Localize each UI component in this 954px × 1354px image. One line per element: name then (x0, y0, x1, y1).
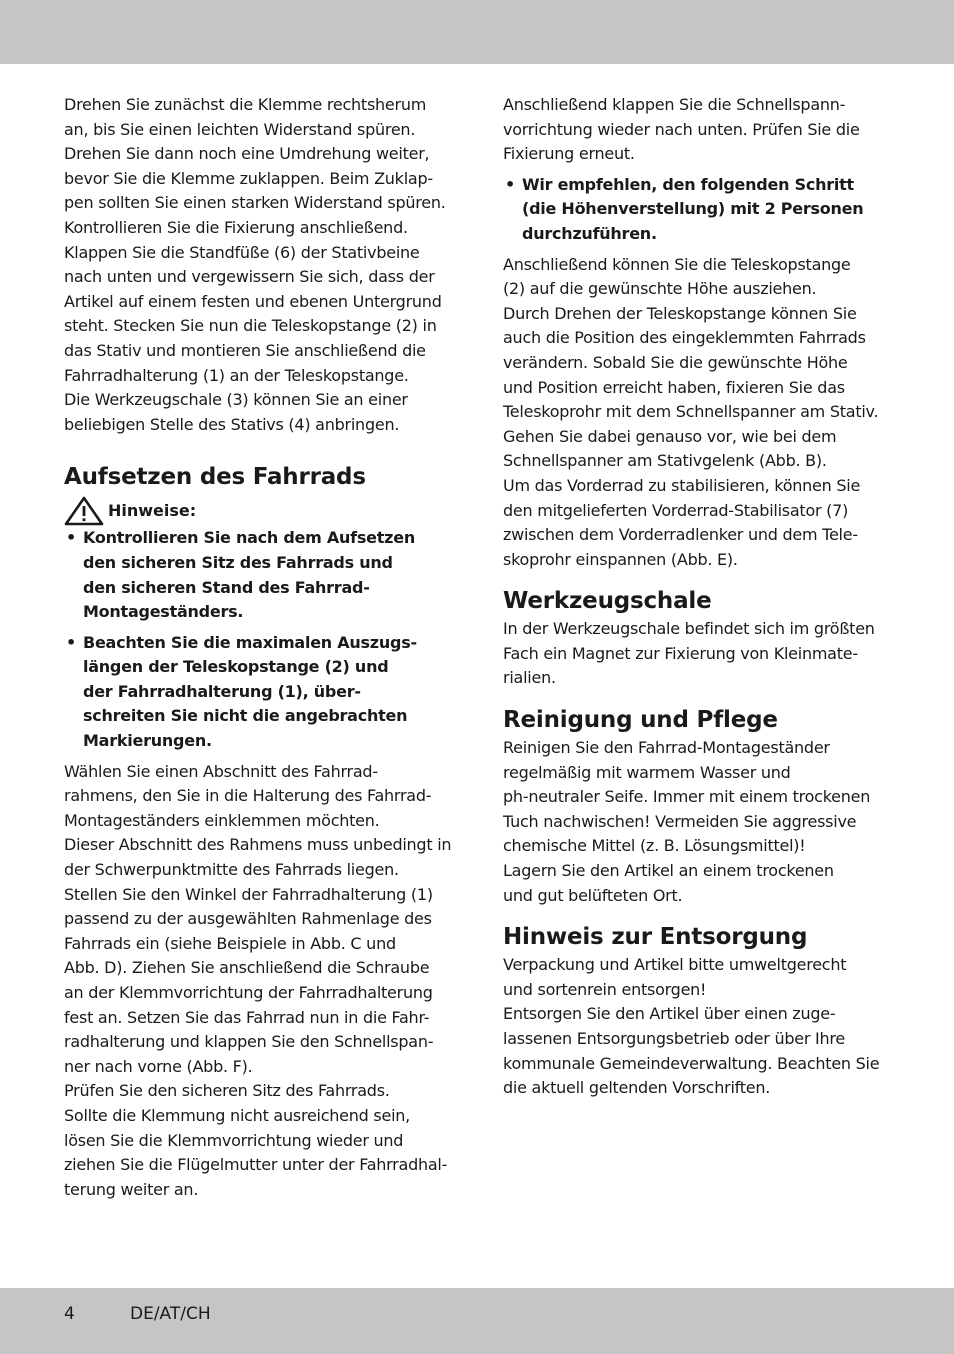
continuation-paragraph: Anschließend klappen Sie die Schnellspann- vorrichtung wieder nach unten. Prüfen Sie die Fixierung erneut. (503, 95, 860, 164)
section-heading-entsorgung: Hinweis zur Entsorgung (503, 924, 808, 951)
left-column (64, 93, 454, 1202)
werkzeugschale-paragraph: In der Werkzeugschale befindet sich im größten Fach ein Magnet zur Fixierung von Kleinmate- rialien. (503, 619, 875, 688)
right-column (503, 93, 895, 1101)
list-item: • Kontrollieren Sie nach dem Aufsetzen den sicheren Sitz des Fahrrads und den sicheren Stand des Fahrrad- Montageständers. (64, 526, 454, 624)
hinweise-label: Hinweise: (108, 501, 197, 521)
language-code: DE/AT/CH (130, 1304, 211, 1324)
header-band (0, 0, 954, 64)
recommendation-list (503, 173, 895, 247)
section-heading-aufsetzen: Aufsetzen des Fahrrads (64, 464, 366, 491)
section-heading-reinigung: Reinigung und Pflege (503, 707, 778, 734)
intro-paragraph: Drehen Sie zunächst die Klemme rechtsherum an, bis Sie einen leichten Widerstand spüren. Drehen Sie dann noch eine Umdrehung weiter, bevor Sie die Klemme zuklappen. Beim Zuklap- pen sollten Sie einen starken Widerstand spüren. Kontrollieren Sie die Fixierung anschließend. Klappen Sie die Standfüße (6) der Stativbeine nach unten und vergewissern Sie sich, dass der Artikel auf einem festen und ebenen Untergrund steht. Stecken Sie nun die Teleskopstange (2) in das Stativ und montieren Sie anschließend die Fahrradhalterung (1) an der Teleskopstange. Die Werkzeugschale (3) können Sie an einer beliebigen Stelle des Stativs (4) anbringen. (64, 95, 446, 434)
reinigung-paragraph: Reinigen Sie den Fahrrad-Montageständer regelmäßig mit warmem Wasser und ph-neutraler Seife. Immer mit einem trockenen Tuch nachwischen! Vermeiden Sie aggressive chemische Mittel (z. B. Lösungsmittel)! Lagern Sie den Artikel an einem trockenen und gut belüfteten Ort. (503, 738, 871, 905)
page-number: 4 (64, 1304, 75, 1324)
entsorgung-paragraph: Verpackung und Artikel bitte umweltgerecht und sortenrein entsorgen! Entsorgen Sie den Artikel über einen zuge- lassenen Entsorgungsbetrieb oder über Ihre kommunale Gemeindeverwaltung. Beachten Sie die aktuell geltenden Vorschriften. (503, 955, 880, 1098)
list-item: • Wir empfehlen, den folgenden Schritt (die Höhenverstellung) mit 2 Personen durchzuführen. (503, 173, 895, 247)
hinweise-header (64, 496, 454, 526)
warning-icon (64, 496, 104, 526)
section-heading-werkzeugschale: Werkzeugschale (503, 588, 712, 615)
height-adjust-paragraph: Anschließend können Sie die Teleskopstange (2) auf die gewünschte Höhe ausziehen. Durch Drehen der Teleskopstange können Sie auch die Position des eingeklemmten Fahrrads verändern. Sobald Sie die gewünschte Höhe und Position erreicht haben, fixieren Sie das Teleskoprohr mit dem Schnellspanner am Stativ. Gehen Sie dabei genauso vor, wie bei dem Schnellspanner am Stativgelenk (Abb. B). Um das Vorderrad zu stabilisieren, können Sie den mitgelieferten Vorderrad-Stabilisator (7) zwischen dem Vorderradlenker und dem Tele- skoprohr einspannen (Abb. E). (503, 254, 879, 569)
hinweise-list (64, 526, 454, 753)
list-item: • Beachten Sie die maximalen Auszugs- längen der Teleskopstange (2) und der Fahrradhalterung (1), über- schreiten Sie nicht die angebrachten Markierungen. (64, 631, 454, 754)
body-paragraph: Wählen Sie einen Abschnitt des Fahrrad- rahmens, den Sie in die Halterung des Fahrrad- Montageständers einklemmen möchten. Dieser Abschnitt des Rahmens muss unbedingt in der Schwerpunktmitte des Fahrrads liegen. Stellen Sie den Winkel der Fahrradhalterung (1) passend zu der ausgewählten Rahmenlage des Fahrrads ein (siehe Beispiele in Abb. C und Abb. D). Ziehen Sie anschließend die Schraube an der Klemmvorrichtung der Fahrradhalterung fest an. Setzen Sie das Fahrrad nun in die Fahr- radhalterung und klappen Sie den Schnellspan- ner nach vorne (Abb. F). Prüfen Sie den sicheren Sitz des Fahrrads. Sollte die Klemmung nicht ausreichend sein, lösen Sie die Klemmvorrichtung wieder und ziehen Sie die Flügelmutter unter der Fahrradhal- terung weiter an. (64, 761, 452, 1199)
